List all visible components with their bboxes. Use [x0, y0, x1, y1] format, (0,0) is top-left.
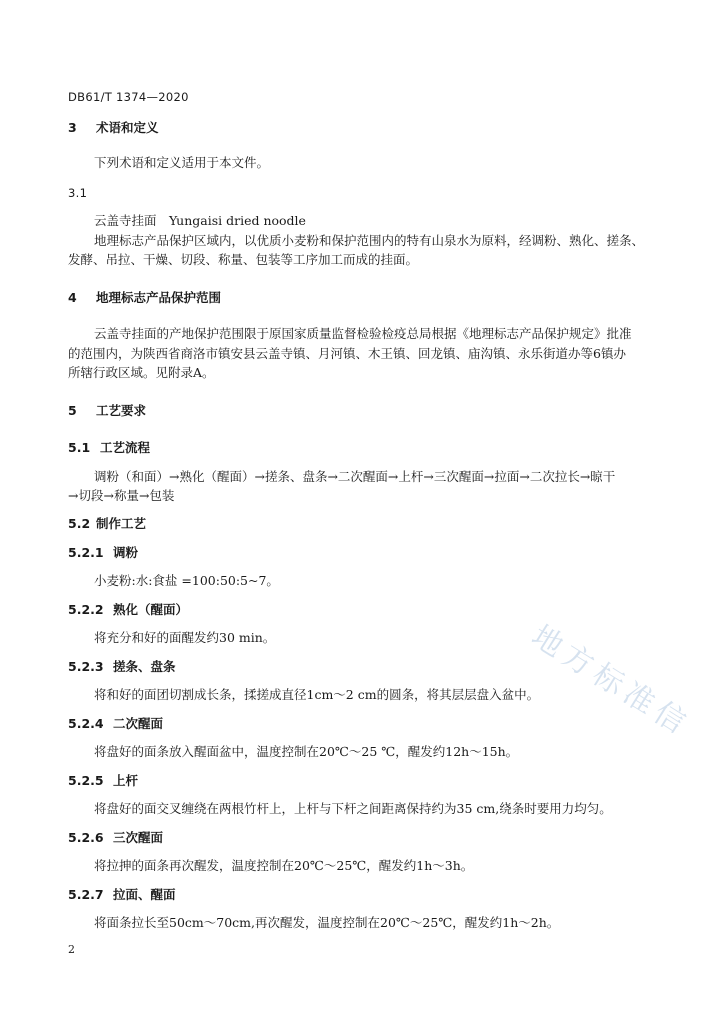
section-5-title: 工艺要求: [96, 403, 147, 418]
clause-5-2-2-text: 将充分和好的面醒发约30 min。: [94, 630, 276, 645]
clause-5-2-6-title: 三次醒面: [113, 830, 164, 845]
section-3-number: 3: [68, 120, 77, 135]
clause-5-2-5-title: 上杆: [113, 773, 139, 788]
page-number: 2: [68, 943, 75, 956]
clause-5-2-1-title: 调粉: [113, 545, 139, 560]
clause-5-2-2-heading: [68, 602, 188, 618]
clause-5-2-5-heading: [68, 773, 138, 789]
clause-5-2-heading: [68, 516, 146, 532]
clause-5-2-6-heading: [68, 830, 163, 846]
clause-5-2-4-heading: [68, 716, 163, 732]
clause-3-1-definition-line1: 地理标志产品保护区域内，以优质小麦粉和保护范围内的特有山泉水为原料，经调粉、熟化、搓条、: [94, 233, 645, 248]
clause-5-2-5-text: 将盘好的面交叉缠绕在两根竹杆上，上杆与下杆之间距离保持约为35 cm,绕条时要用力均匀。: [94, 801, 612, 816]
clause-5-2-7-heading: [68, 887, 176, 903]
clause-5-2-7-text: 将面条拉长至50cm～70cm,再次醒发，温度控制在20℃～25℃，醒发约1h～2h。: [94, 915, 560, 930]
section-4-line1: 云盖寺挂面的产地保护范围限于原国家质量监督检验检疫总局根据《地理标志产品保护规定》批准: [94, 326, 632, 341]
section-3-intro: 下列术语和定义适用于本文件。: [94, 155, 270, 170]
clause-5-1-number: 5.1: [68, 440, 91, 455]
document-code: DB61/T 1374—2020: [68, 90, 189, 104]
clause-5-2-2-title: 熟化（醒面）: [113, 602, 189, 617]
clause-3-1-term: 云盖寺挂面 Yungaisi dried noodle: [94, 213, 306, 228]
section-4-title: 地理标志产品保护范围: [96, 290, 222, 305]
clause-5-2-4-number: 5.2.4: [68, 716, 104, 731]
section-4-line2: 的范围内，为陕西省商洛市镇安县云盖寺镇、月河镇、木王镇、回龙镇、庙沟镇、永乐街道办等6镇办: [68, 346, 626, 361]
clause-5-2-1-text: 小麦粉:水:食盐 =100:50:5~7。: [94, 573, 279, 588]
clause-5-2-3-text: 将和好的面团切割成长条，揉搓成直径1cm～2 cm的圆条，将其层层盘入盆中。: [94, 687, 540, 702]
clause-5-2-1-number: 5.2.1: [68, 545, 104, 560]
process-flow-line1: 调粉（和面）→熟化（醒面）→搓条、盘条→二次醒面→上杆→三次醒面→拉面→二次拉长→晾干: [94, 469, 616, 484]
clause-5-2-4-title: 二次醒面: [113, 716, 164, 731]
watermark: 地方标准信: [525, 618, 697, 744]
clause-5-2-3-heading: [68, 659, 176, 675]
clause-3-1-number: 3.1: [68, 186, 88, 200]
clause-5-1-title: 工艺流程: [100, 440, 151, 455]
clause-5-2-3-title: 搓条、盘条: [113, 659, 176, 674]
clause-5-2-1-heading: [68, 545, 138, 561]
process-flow-line2: →切段→称量→包装: [68, 488, 175, 503]
section-5-heading: [68, 403, 146, 419]
clause-3-1-definition-line2: 发酵、吊拉、干燥、切段、称量、包装等工序加工而成的挂面。: [68, 252, 419, 267]
clause-5-2-7-title: 拉面、醒面: [113, 887, 176, 902]
section-5-number: 5: [68, 403, 77, 418]
clause-5-2-6-text: 将拉抻的面条再次醒发，温度控制在20℃～25℃，醒发约1h～3h。: [94, 858, 474, 873]
section-3-heading: [68, 120, 159, 136]
clause-5-2-4-text: 将盘好的面条放入醒面盆中，温度控制在20℃～25 ℃，醒发约12h～15h。: [94, 744, 519, 759]
clause-5-2-title: 制作工艺: [96, 516, 147, 531]
clause-5-2-6-number: 5.2.6: [68, 830, 104, 845]
clause-5-2-5-number: 5.2.5: [68, 773, 104, 788]
clause-5-2-2-number: 5.2.2: [68, 602, 104, 617]
clause-5-1-heading: [68, 440, 150, 456]
clause-5-2-3-number: 5.2.3: [68, 659, 104, 674]
section-3-title: 术语和定义: [96, 120, 159, 135]
clause-5-2-number: 5.2: [68, 516, 91, 531]
section-4-heading: [68, 290, 221, 306]
clause-5-2-7-number: 5.2.7: [68, 887, 104, 902]
section-4-number: 4: [68, 290, 77, 305]
section-4-line3: 所辖行政区域。见附录A。: [68, 365, 215, 380]
